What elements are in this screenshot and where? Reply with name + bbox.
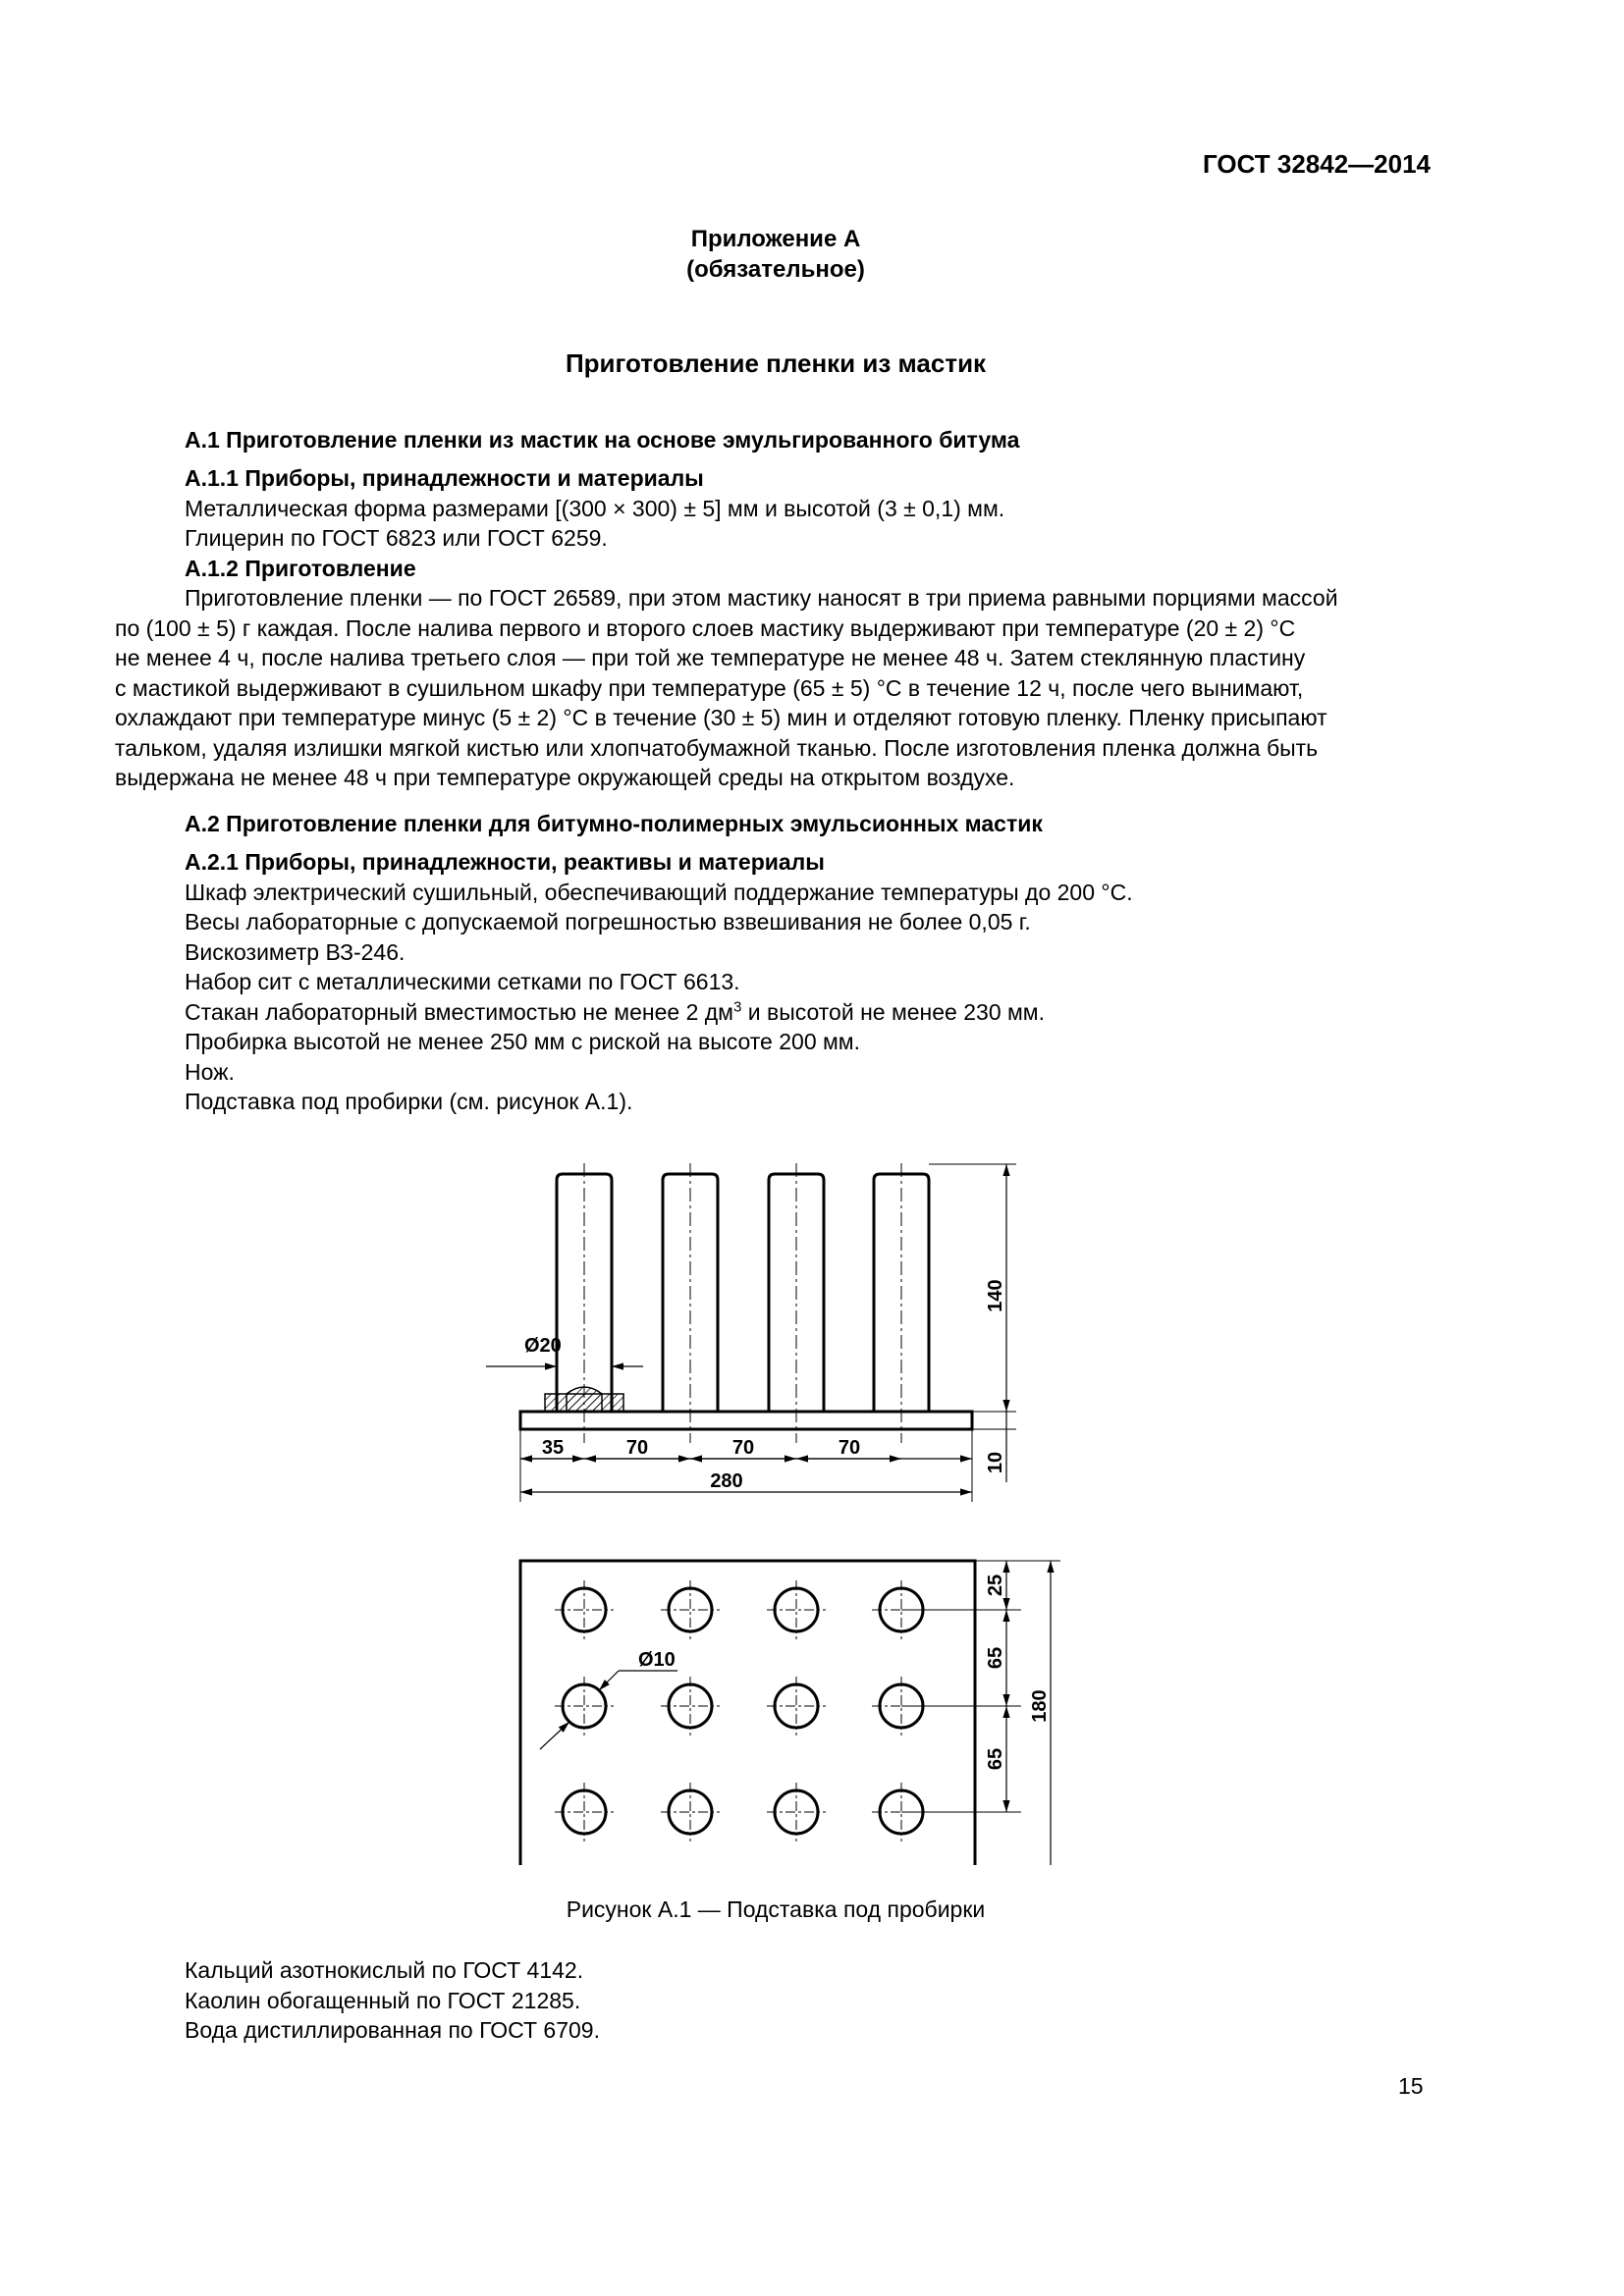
list-item: Вискозиметр ВЗ-246. [185,938,406,965]
holes [563,1588,923,1834]
plan-plate [520,1561,975,1865]
dim-tube-height: 140 [985,1279,1006,1312]
list-item [185,997,1432,1028]
page-number: 15 [1398,2073,1424,2099]
heading-a1-1: А.1.1 Приборы, принадлежности и материалы [185,465,704,491]
dim-spacing: 70 [838,1437,861,1459]
plan-view [520,1561,1060,1865]
dim-total-width: 180 [1029,1689,1051,1723]
section-a1-1 [185,463,1432,583]
dim-row-spacing: 65 [985,1747,1006,1771]
tubes [557,1174,929,1412]
paragraph-line: не менее 4 ч, после налива третьего слоя — при той же температуре не менее 48 ч. Затем стеклянную пластину [115,645,1306,670]
dim-row-spacing: 65 [985,1646,1006,1670]
dim-tube-diameter: Ø20 [524,1335,562,1357]
list-item: Набор сит с металлическими сетками по ГОСТ 6613. [185,969,740,994]
section-a2-1 [185,847,1432,1117]
heading-a2: А.2 Приготовление пленки для битумно-полимерных эмульсионных мастик [185,811,1043,836]
annex-status: (обязательное) [686,256,865,283]
paragraph-line: по (100 ± 5) г каждая. После налива первого и второго слоев мастику выдерживают при температуре (20 ± 2) °С [115,614,1296,641]
section-a1 [185,425,1432,455]
paragraph-line: Приготовление пленки — по ГОСТ 26589, при этом мастику наносят в три приема равными порциями массой [185,585,1338,611]
superscript: 3 [733,997,742,1015]
list-item: Нож. [185,1058,235,1085]
list-item: Глицерин по ГОСТ 6823 или ГОСТ 6259. [185,525,608,551]
beaker-text-end: и высотой не менее 230 мм. [741,998,1046,1025]
list-item: Подставка под пробирки (см. рисунок А.1). [185,1089,633,1114]
figure-caption: Рисунок А.1 — Подставка под пробирки [566,1896,986,1922]
dim-spacing: 70 [731,1437,755,1459]
heading-a2-1: А.2.1 Приборы, принадлежности, реактивы и материалы [185,849,825,875]
dim-spacing: 70 [625,1437,649,1459]
list-item: Вода дистиллированная по ГОСТ 6709. [185,2017,600,2043]
figure-test-tube-stand [471,1148,1100,1865]
paragraph-line: тальком, удаляя излишки мягкой кистью или хлопчатобумажной тканью. После изготовления пленка должна быть [115,734,1319,761]
list-item: Кальций азотнокислый по ГОСТ 4142. [185,1957,584,1983]
heading-a1: А.1 Приготовление пленки из мастик на основе эмульгированного битума [185,427,1020,453]
heading-a1-2: А.1.2 Приготовление [185,555,416,581]
dim-edge-offset: 35 [541,1437,565,1459]
annex-title: Приложение А [690,226,861,252]
dim-total-length: 280 [710,1470,743,1492]
standard-code: ГОСТ 32842—2014 [1203,149,1431,179]
beaker-text: Стакан лабораторный вместимостью не менее 2 дм [185,998,733,1025]
section-hatch-core [567,1387,602,1412]
paragraph-a1-2 [115,583,1432,793]
paragraph-line: охлаждают при температуре минус (5 ± 2) °С в течение (30 ± 5) мин и отделяют готовую пленку. Пленку присыпают [115,705,1327,730]
list-item: Каолин обогащенный по ГОСТ 21285. [185,1987,581,2013]
list-item: Металлическая форма размерами [(300 × 300) ± 5] мм и высотой (3 ± 0,1) мм. [185,495,1005,521]
dim-top-offset: 25 [985,1574,1006,1597]
section-title: Приготовление пленки из мастик [565,348,987,378]
list-item: Пробирка высотой не менее 250 мм с риской на высоте 200 мм. [185,1029,861,1054]
list-item: Весы лабораторные с допускаемой погрешностью взвешивания не более 0,05 г. [185,909,1031,934]
base-plate [520,1412,972,1429]
centerlines [584,1163,901,1443]
section-a2 [185,809,1432,839]
list-item: Шкаф электрический сушильный, обеспечивающий поддержание температуры до 200 °С. [185,879,1133,905]
paragraph-line: с мастикой выдерживают в сушильном шкафу при температуре (65 ± 5) °С в течение 12 ч, после чего вынимают, [115,674,1304,701]
hole-centerlines [555,1580,931,1842]
dim-base-height: 10 [985,1451,1006,1474]
materials-list [185,1955,1432,2046]
dim-hole-diameter: Ø10 [638,1649,676,1671]
paragraph-line: выдержана не менее 48 ч при температуре окружающей среды на открытом воздухе. [115,765,1015,790]
